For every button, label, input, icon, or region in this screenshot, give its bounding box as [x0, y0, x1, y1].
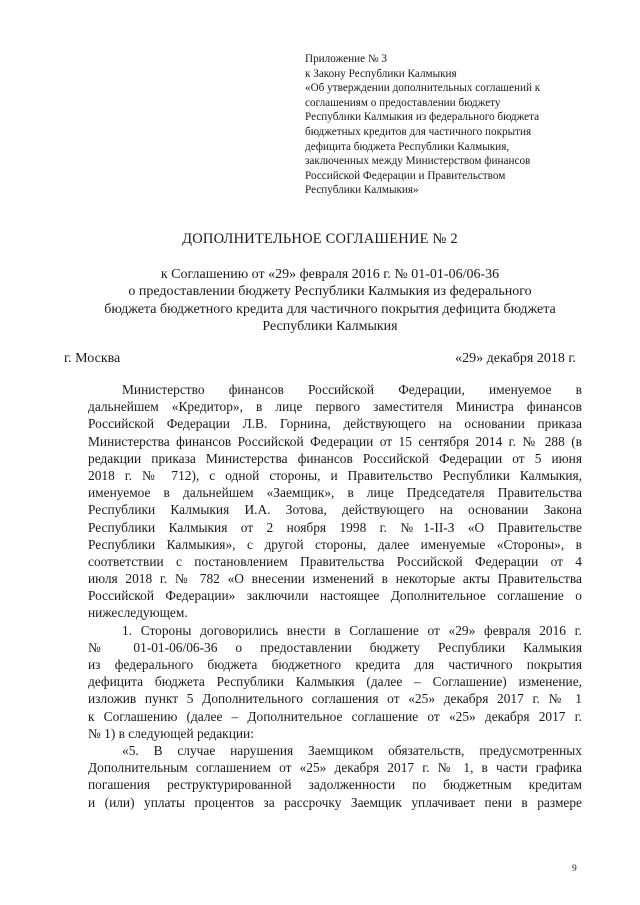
- subtitle-line: бюджета бюджетного кредита для частичного покрытия дефицита бюджета: [104, 301, 556, 317]
- appendix-line: Российской Федерации и Правительством: [305, 169, 506, 182]
- body-line: соответствии с постановлением Правительства Российской Федерации от 4: [88, 553, 582, 569]
- body-line: из федерального бюджета бюджетного кредита для частичного покрытия: [88, 657, 582, 672]
- appendix-line: бюджетных кредитов для частичного покрытия: [305, 125, 532, 138]
- agreement-body: [88, 381, 582, 811]
- appendix-line: дефицита бюджета Республики Калмыкия,: [305, 140, 510, 153]
- appendix-block: [305, 52, 595, 198]
- body-line: Российской Федерации Л.В. Горнина, действующего на основании приказа: [88, 416, 582, 432]
- document-title: ДОПОЛНИТЕЛЬНОЕ СОГЛАШЕНИЕ № 2: [182, 231, 458, 247]
- document-subtitle: [60, 266, 600, 336]
- body-line: нижеследующем.: [88, 605, 188, 621]
- body-line: дефицита бюджета Республики Калмыкия (далее – Соглашение) изменение,: [88, 674, 582, 690]
- body-line: Республики Калмыкия», с другой стороны, далее именуемые «Стороны», в: [88, 536, 582, 552]
- signing-date: «29» декабря 2018 г.: [455, 351, 576, 366]
- body-line: Республики Калмыкия И.А. Зотова, действующего на основании Закона: [88, 502, 582, 518]
- body-line: Министерства финансов Российской Федерации от 15 сентября 2014 г. № 288 (в: [88, 433, 582, 449]
- subtitle-line: Республики Калмыкия: [262, 319, 398, 335]
- subtitle-line: о предоставлении бюджету Республики Калмыкия из федерального: [128, 284, 532, 300]
- appendix-line: Приложение № 3: [305, 53, 387, 65]
- subtitle-line: к Соглашению от «29» февраля 2016 г. № 01-01-06/06-36: [160, 267, 500, 282]
- body-line: редакции приказа Министерства финансов Российской Федерации от 5 июня: [88, 450, 582, 466]
- body-line: июля 2018 г. № 782 «О внесении изменений в некоторые акты Правительства: [88, 571, 582, 587]
- body-line: Российской Федерации» заключили настоящее Дополнительное соглашение о: [88, 588, 582, 604]
- appendix-line: заключенных между Министерством финансов: [305, 155, 531, 168]
- body-line: 2018 г. № 712), с одной стороны, и Правительство Республики Калмыкия,: [88, 467, 582, 483]
- appendix-line: Республики Калмыкия»: [305, 184, 419, 197]
- body-line: № 01-01-06/06-36 о предоставлении бюджету Республики Калмыкия: [88, 639, 582, 655]
- body-line: и (или) уплаты процентов за рассрочку Заемщик уплачивает пени в размере: [88, 794, 582, 810]
- appendix-line: соглашениям о предоставлении бюджету: [305, 96, 501, 109]
- body-line: изложив пункт 5 Дополнительного соглашения от «25» декабря 2017 г. № 1: [88, 691, 582, 707]
- appendix-line: «Об утверждении дополнительных соглашений к: [305, 82, 541, 95]
- body-line: «5. В случае нарушения Заемщиком обязательств, предусмотренных: [122, 742, 582, 758]
- signing-place: г. Москва: [64, 351, 121, 366]
- body-line: дальнейшем «Кредитор», в лице первого заместителя Министра финансов: [88, 399, 582, 415]
- body-line: погашения реструктурированной задолженности по бюджетным кредитам: [88, 777, 582, 793]
- body-line: Дополнительным соглашением от «25» декабря 2017 г. № 1, в части графика: [88, 760, 582, 776]
- body-line: 1. Стороны договорились внести в Соглашение от «29» февраля 2016 г.: [122, 622, 582, 638]
- body-line: именуемое в дальнейшем «Заемщик», в лице Председателя Правительства: [88, 485, 582, 501]
- page-number: 9: [572, 864, 577, 874]
- appendix-line: к Закону Республики Калмыкия: [305, 67, 457, 80]
- appendix-line: Республики Калмыкия из федерального бюджета: [305, 111, 540, 124]
- body-line: Республики Калмыкия от 2 ноября 1998 г. №1-II-З «О Правительстве: [88, 519, 582, 535]
- body-line: Министерство финансов Российской Федерации, именуемое в: [122, 382, 582, 397]
- body-line: к Соглашению (далее – Дополнительное соглашение от «25» декабря 2017 г.: [88, 708, 582, 724]
- body-line: № 1) в следующей редакции:: [88, 725, 254, 741]
